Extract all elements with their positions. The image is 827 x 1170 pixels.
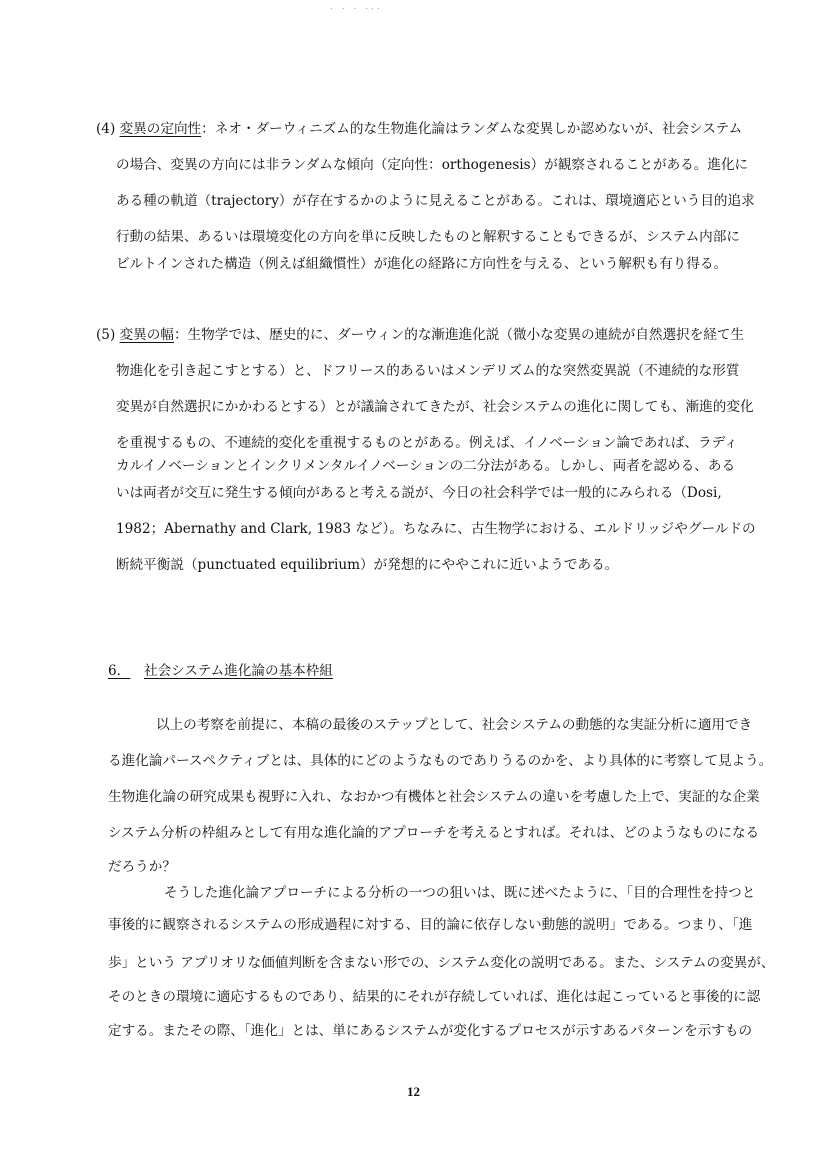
section-5-line-5: カルイノベーションとインクリメンタルイノベーションの二分法がある。しかし、両者を認める、ある bbox=[116, 458, 736, 474]
body-paragraph-1-line-2: る進化論パースペクティブとは、具体的にどのようなものでありうるのかを、より具体的に考察して見よう。 bbox=[108, 753, 773, 769]
section-4-line-4: 行動の結果、あるいは環境変化の方向を単に反映したものと解釈することもできるが、システム内部に bbox=[116, 229, 740, 245]
section-4-title: 変異の定向性 bbox=[119, 121, 202, 137]
section-5-line-3: 変異が自然選択にかかわるとする）とが議論されてきたが、社会システムの進化に関しても、漸進的変化 bbox=[116, 399, 754, 415]
section-5-line-1 bbox=[96, 326, 744, 344]
page-number: 12 bbox=[407, 1084, 420, 1099]
section-4-line-3: ある種の軌道（trajectory）が存在するかのように見えることがある。これは、環境適応という目的追求 bbox=[116, 193, 755, 209]
section-5-title: 変異の幅 bbox=[119, 327, 174, 343]
section-5-label: (5) bbox=[96, 327, 120, 343]
section-6-number: 6． bbox=[108, 663, 131, 679]
section-4-line-5: ビルトインされた構造（例えば組織慣性）が進化の経路に方向性を与える、という解釈も有り得る。 bbox=[116, 256, 728, 272]
section-5-line-7: 1982；Abernathy and Clark, 1983 など）。ちなみに、古生物学における、エルドリッジやグールドの bbox=[116, 521, 756, 537]
section-6-heading bbox=[108, 662, 333, 680]
section-5-line-4: を重視するもの、不連続的変化を重視するものとがある。例えば、イノベーション論であれば、ラディ bbox=[116, 435, 738, 451]
section-6-title: 社会システム進化論の基本枠組 bbox=[144, 663, 333, 679]
body-paragraph-2-line-1: そうした進化論アプローチによる分析の一つの狙いは、既に述べたように、「目的合理性を持つと bbox=[164, 885, 756, 901]
body-paragraph-1-line-4: システム分析の枠組みとして有用な進化論的アプローチを考えるとすれば。それは、どのようなものになる bbox=[108, 825, 760, 841]
section-4-line-2: の場合、変異の方向には非ランダムな傾向（定向性：orthogenesis）が観察されることがある。進化に bbox=[116, 157, 749, 173]
body-paragraph-1-line-5: だろうか？ bbox=[108, 859, 176, 875]
body-paragraph-2-line-3: 歩」という アプリオリな価値判断を含まない形での、システム変化の説明である。また、システムの変異が、 bbox=[108, 955, 775, 971]
body-paragraph-2-line-5: 定する。またその際、「進化」とは、単にあるシステムが変化するプロセスが示すあるパターンを示すもの bbox=[108, 1023, 753, 1039]
body-paragraph-1-line-3: 生物進化論の研究成果も視野に入れ、なおかつ有機体と社会システムの違いを考慮した上で、実証的な企業 bbox=[108, 789, 760, 805]
section-4-text-1: ：ネオ・ダーウィニズム的な生物進化論はランダムな変異しか認めないが、社会システム bbox=[201, 121, 743, 137]
section-4-line-1 bbox=[96, 120, 742, 138]
section-5-line-2: 物進化を引き起こすとする）と、ドフリース的あるいはメンデリズム的な突然変異説（不連続的な形質 bbox=[116, 363, 740, 379]
body-paragraph-1-line-1: 以上の考察を前提に、本稿の最後のステップとして、社会システムの動態的な実証分析に適用でき bbox=[156, 717, 753, 733]
body-paragraph-2-line-2: 事後的に観察されるシステムの形成過程に対する、目的論に依存しない動態的説明」である。つまり、「進 bbox=[108, 917, 753, 933]
body-paragraph-2-line-4: そのときの環境に適応するものであり、結果的にそれが存続していれば、進化は起こっていると事後的に認 bbox=[108, 989, 761, 1005]
section-4-label: (4) bbox=[96, 121, 120, 137]
section-5-line-6: いは両者が交互に発生する傾向があると考える説が、今日の社会科学では一般的にみられる（Dosi, bbox=[116, 485, 722, 501]
scan-header-marks: . . . ... bbox=[330, 2, 383, 12]
section-5-line-8: 断続平衡説（punctuated equilibrium）が発想的にややこれに近いようである。 bbox=[116, 557, 619, 573]
section-5-text-1: ：生物学では、歴史的に、ダーウィン的な漸進進化説（微小な変異の連続が自然選択を経て生 bbox=[173, 327, 745, 343]
